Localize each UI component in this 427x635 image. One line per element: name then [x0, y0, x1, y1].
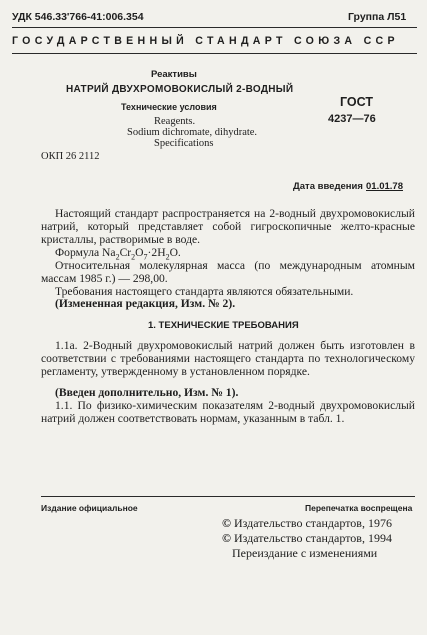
gost-label: ГОСТ [340, 95, 373, 109]
footer-rule [41, 496, 415, 497]
clause-1-1a-text: 1.1а. 2-Водный двухромовокислый натрий должен быть изготовлен в соответствии с требованиями настоящего стандарта по технологическому регламенту, утвержденному в установленном порядке. [41, 339, 415, 379]
copyright-1994-icon: © [222, 531, 231, 545]
gost-number: 4237—76 [328, 113, 376, 125]
product-subtitle: Технические условия [121, 102, 217, 112]
amendment-note: (Измененная редакция, Изм. № 2). [55, 297, 236, 310]
copyright-1976-text: Издательство стандартов, 1976 [233, 516, 392, 530]
copyright-1976-icon: © [222, 516, 231, 530]
mass-paragraph [41, 259, 415, 285]
official-edition: Издание официальное [41, 503, 138, 513]
group-code: Группа Л51 [348, 11, 407, 23]
intro-text: Настоящий стандарт распространяется на 2-водный двухромовокислый натрий, который представляет собой гигроскопичные желто-красные кристаллы, растворимые в воде. [41, 207, 415, 247]
copyright-1994 [222, 531, 392, 546]
clause-1-1 [41, 399, 415, 425]
reprint-notice: Перепечатка воспрещена [305, 503, 413, 513]
date-value: 01.01.78 [366, 181, 403, 192]
date-label: Дата введения [293, 181, 363, 192]
state-standard-title: ГОСУДАРСТВЕННЫЙ СТАНДАРТ СОЮЗА ССР [12, 35, 399, 47]
copyright-1994-text: Издательство стандартов, 1994 [233, 531, 392, 545]
udk-code: УДК 546.33'766-41:006.354 [12, 11, 144, 23]
product-name: НАТРИЙ ДВУХРОМОВОКИСЛЫЙ 2-ВОДНЫЙ [66, 84, 294, 95]
reissue-note: Переиздание с изменениями [232, 546, 378, 560]
intro-paragraph [41, 207, 415, 247]
copyright-1976 [222, 516, 392, 531]
english-name-line1: Reagents. [154, 116, 196, 127]
clause-1-1a [41, 339, 415, 379]
title-rule [12, 53, 417, 54]
mandatory-text: Требования настоящего стандарта являются обязательными. [55, 285, 354, 298]
clause-1-1-text: 1.1. По физико-химическим показателям 2-водный двухромовокислый натрий должен соответствовать нормам, указанным в табл. 1. [41, 399, 415, 426]
english-name-line2: Sodium dichromate, dihydrate. [127, 127, 258, 138]
mass-text: Относительная молекулярная масса (по международным атомным массам 1985 г.) — 298,00. [41, 259, 415, 286]
section-heading: 1. ТЕХНИЧЕСКИЕ ТРЕБОВАНИЯ [148, 320, 299, 331]
header-rule [12, 27, 417, 28]
introduced-note: (Введен дополнительно, Изм. № 1). [55, 386, 239, 399]
formula-line: Формула $Na_2Cr_2O_7\cdot 2H_2O$. [55, 246, 181, 262]
english-name-line3: Specifications [154, 138, 214, 149]
category-label: Реактивы [151, 69, 197, 80]
okp-code: ОКП 26 2112 [41, 151, 100, 162]
